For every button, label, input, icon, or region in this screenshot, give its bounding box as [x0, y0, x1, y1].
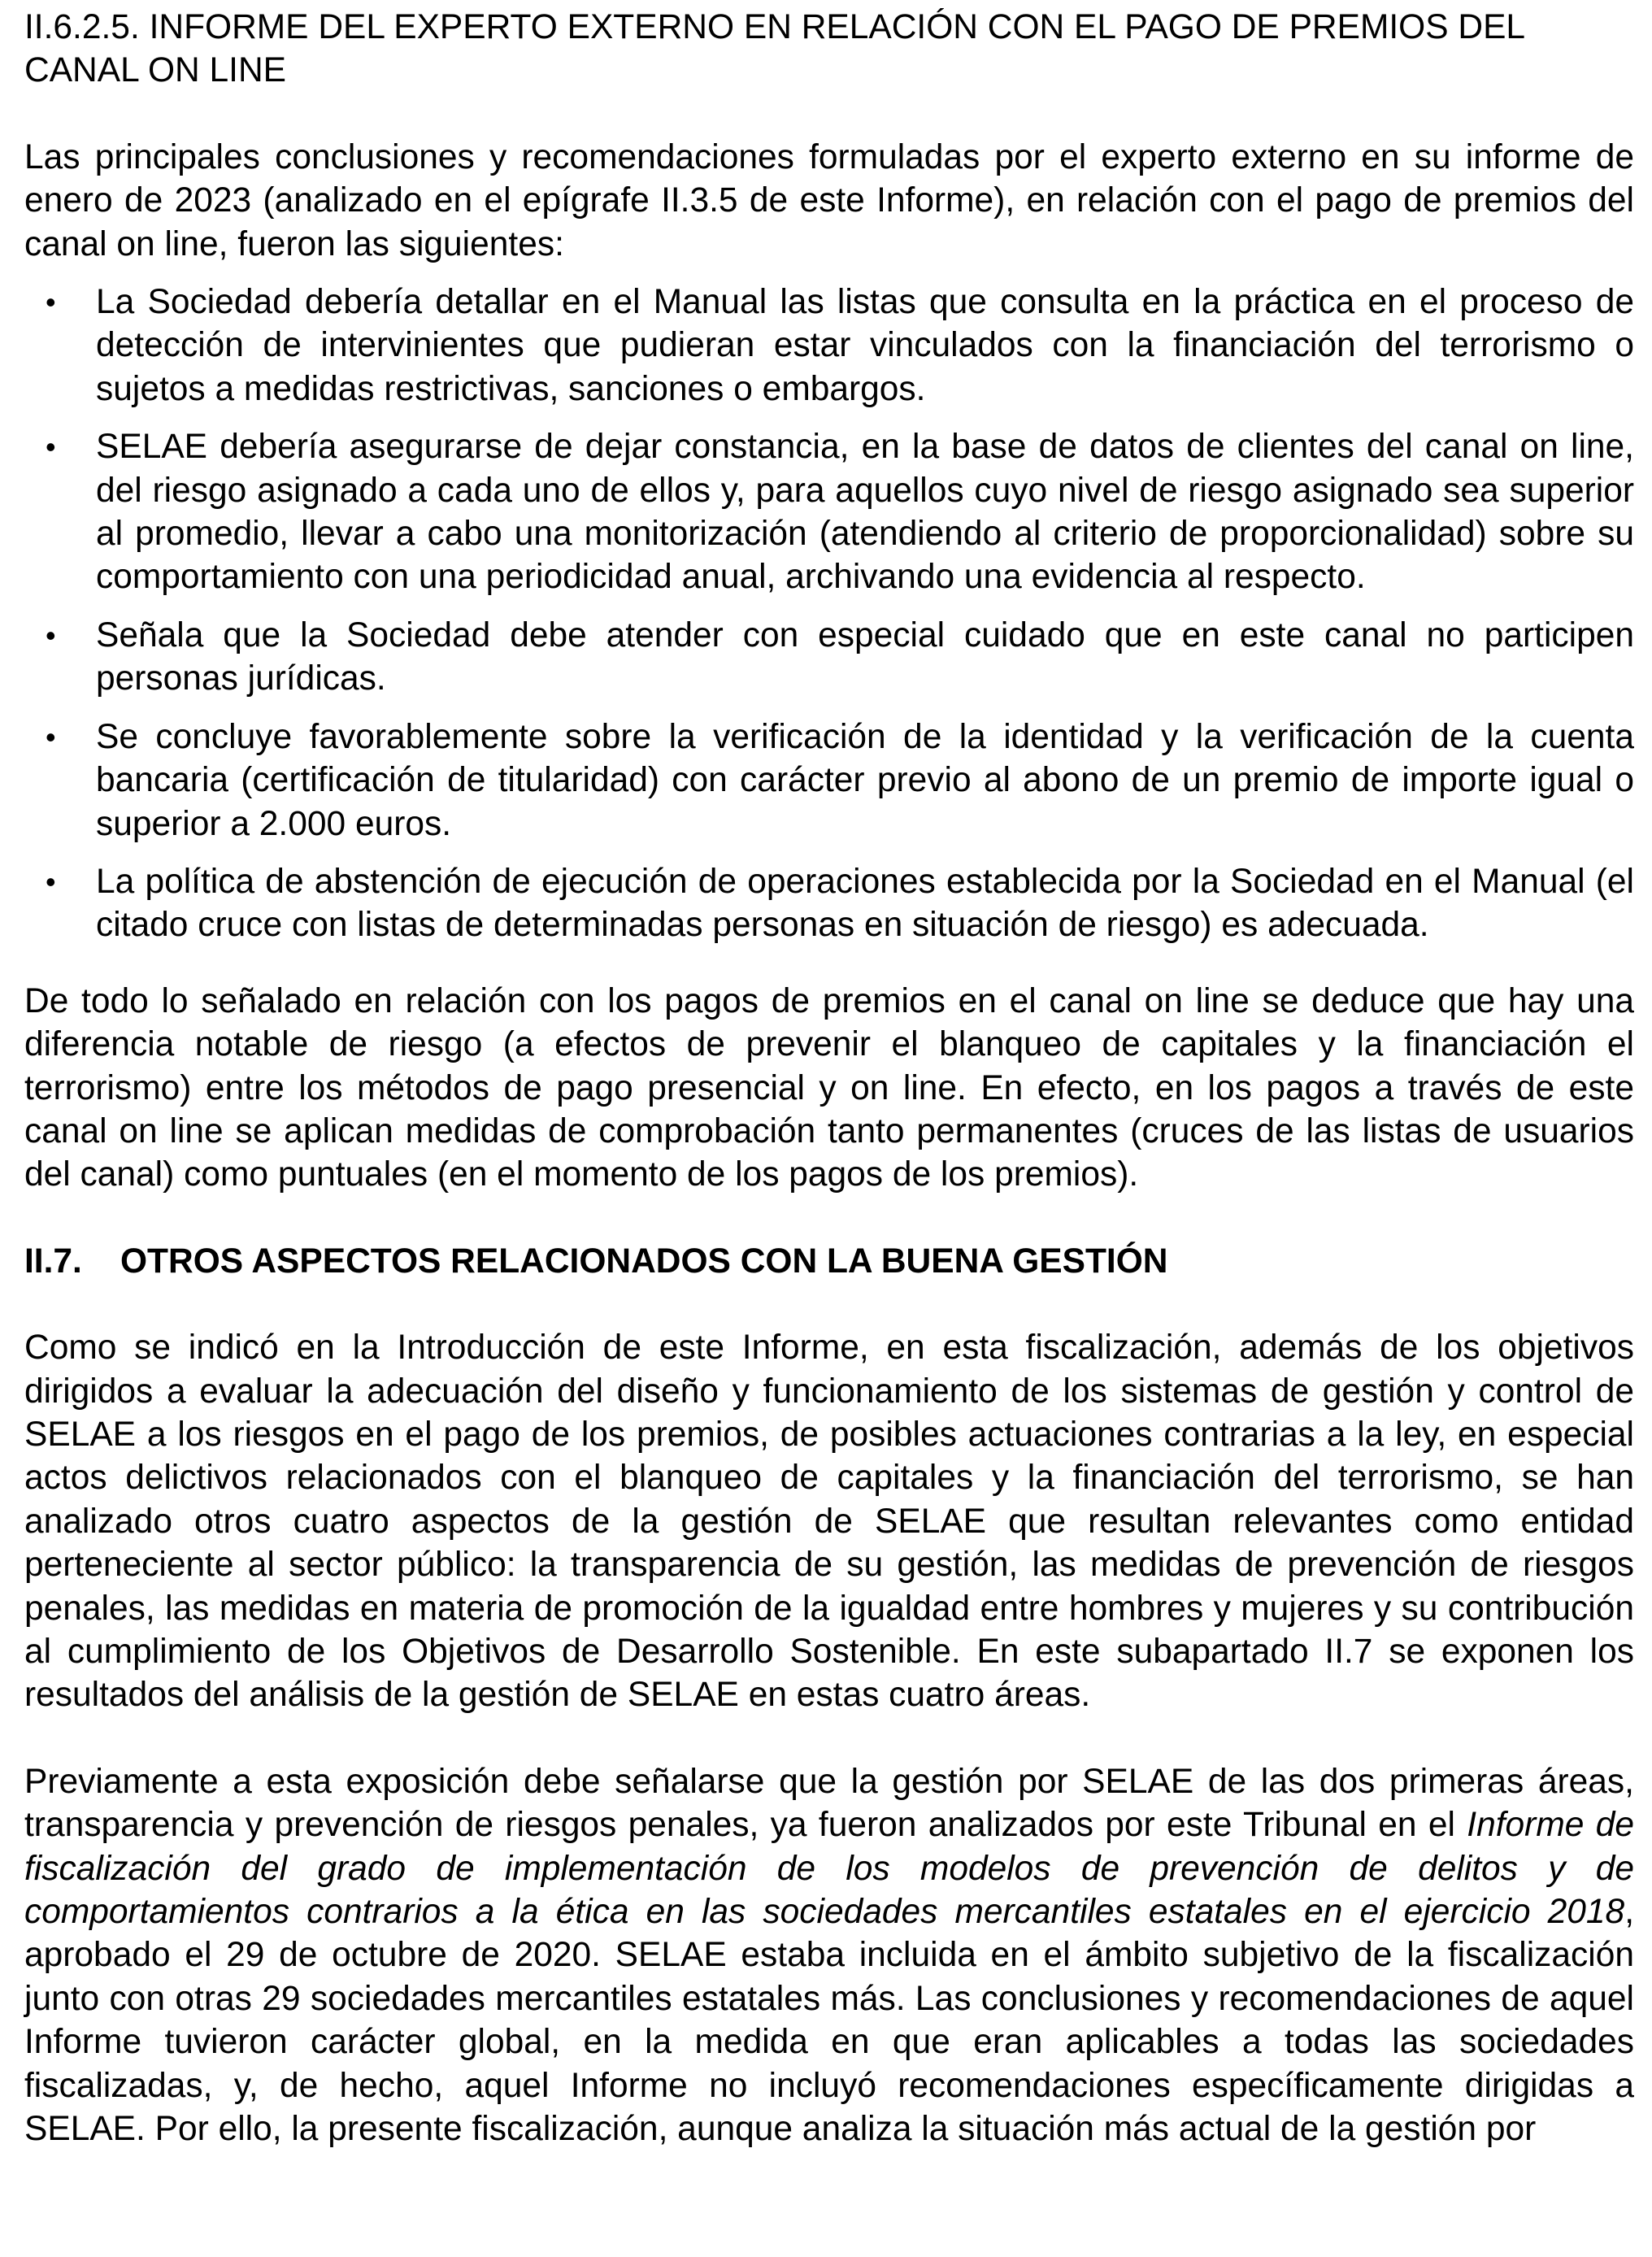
section-paragraph-2	[24, 1760, 1634, 2151]
list-item-text: Señala que la Sociedad debe atender con especial cuidado que en este canal no participen personas jurídicas.	[96, 615, 1634, 698]
conclusions-list	[24, 280, 1634, 947]
intro-paragraph: Las principales conclusiones y recomendaciones formuladas por el experto externo en su informe de enero de 2023 (analizado en el epígrafe II.3.5 de este Informe), en relación con el pago de premios del canal on line, fueron las siguientes:	[24, 137, 1634, 263]
bullet-icon: •	[46, 618, 56, 652]
list-item-text: SELAE debería asegurarse de dejar constancia, en la base de datos de clientes del canal on line, del riesgo asignado a cada uno de ellos y, para aquellos cuyo nivel de riesgo asignado sea superior al promedio, llevar a cabo una monitorización (atendiendo al criterio de proporcionalidad) sobre su comportamiento con una periodicidad anual, archivando una evidencia al respecto.	[96, 428, 1634, 597]
list-item	[24, 614, 1634, 701]
section-paragraph-1: Como se indicó en la Introducción de este Informe, en esta fiscalización, además de los objetivos dirigidos a evaluar la adecuación del diseño y funcionamiento de los sistemas de gestión y control de SELAE a los riesgos en el pago de los premios, de posibles actuaciones contrarias a la ley, en especial actos delictivos relacionados con el blanqueo de capitales y la financiación del terrorismo, se han analizado otros cuatro aspectos de la gestión de SELAE que resultan relevantes como entidad perteneciente al sector público: la transparencia de su gestión, las medidas de prevención de riesgos penales, las medidas en materia de promoción de la igualdad entre hombres y mujeres y su contribución al cumplimiento de los Objetivos de Desarrollo Sostenible. En este subapartado II.7 se exponen los resultados del análisis de la gestión de SELAE en estas cuatro áreas.	[24, 1329, 1634, 1715]
bullet-icon: •	[46, 430, 56, 464]
bullet-icon: •	[46, 720, 56, 754]
list-item-text: La política de abstención de ejecución de operaciones establecida por la Sociedad en el Manual (el citado cruce con listas de determinadas personas en situación de riesgo) es adecuada.	[96, 862, 1634, 945]
list-item	[24, 860, 1634, 947]
section-title: OTROS ASPECTOS RELACIONADOS CON LA BUENA GESTIÓN	[120, 1242, 1168, 1281]
list-item-text: Se concluye favorablemente sobre la verificación de la identidad y la verificación de la cuenta bancaria (certificación de titularidad) con carácter previo al abono de un premio de importe igual o superior a 2.000 euros.	[96, 717, 1634, 843]
paragraph-text-start: Previamente a esta exposición debe señalarse que la gestión por SELAE de las dos primeras áreas, transparencia y prevención de riesgos penales, ya fueron analizados por este Tribunal en el	[24, 1762, 1634, 1845]
section-heading	[24, 1240, 1634, 1283]
list-item	[24, 715, 1634, 846]
bullet-icon: •	[46, 285, 56, 320]
subsection-heading: II.6.2.5. INFORME DEL EXPERTO EXTERNO EN RELACIÓN CON EL PAGO DE PREMIOS DEL CANAL ON LINE	[24, 8, 1524, 90]
list-item	[24, 425, 1634, 599]
bullet-icon: •	[46, 864, 56, 898]
conclusion-paragraph: De todo lo señalado en relación con los pagos de premios en el canal on line se deduce que hay una diferencia notable de riesgo (a efectos de prevenir el blanqueo de capitales y la financiación el terrorismo) entre los métodos de pago presencial y on line. En efecto, en los pagos a través de este canal on line se aplican medidas de comprobación tanto permanentes (cruces de las listas de usuarios del canal) como puntuales (en el momento de los pagos de los premios).	[24, 981, 1634, 1194]
report-title-italic: Informe de fiscalización del grado de implementación de los modelos de prevención de delitos y de comportamientos contrarios a la ética en las sociedades mercantiles estatales en el ejercicio 2018	[24, 1806, 1634, 1932]
paragraph-text-end: , aprobado el 29 de octubre de 2020. SELAE estaba incluida en el ámbito subjetivo de la fiscalización junto con otras 29 sociedades mercantiles estatales más. Las conclusiones y recomendaciones de aquel Informe tuvieron carácter global, en la medida en que eran aplicables a todas las sociedades fiscalizadas, y, de hecho, aquel Informe no incluyó recomendaciones específicamente dirigidas a SELAE. Por ello, la presente fiscalización, aunque analiza la situación más actual de la gestión por	[24, 1893, 1634, 2149]
section-number: II.7.	[24, 1242, 82, 1281]
document-page	[24, 0, 1634, 2150]
list-item-text: La Sociedad debería detallar en el Manual las listas que consulta en la práctica en el proceso de detección de intervinientes que pudieran estar vinculados con la financiación del terrorismo o sujetos a medidas restrictivas, sanciones o embargos.	[96, 283, 1634, 408]
list-item	[24, 280, 1634, 411]
